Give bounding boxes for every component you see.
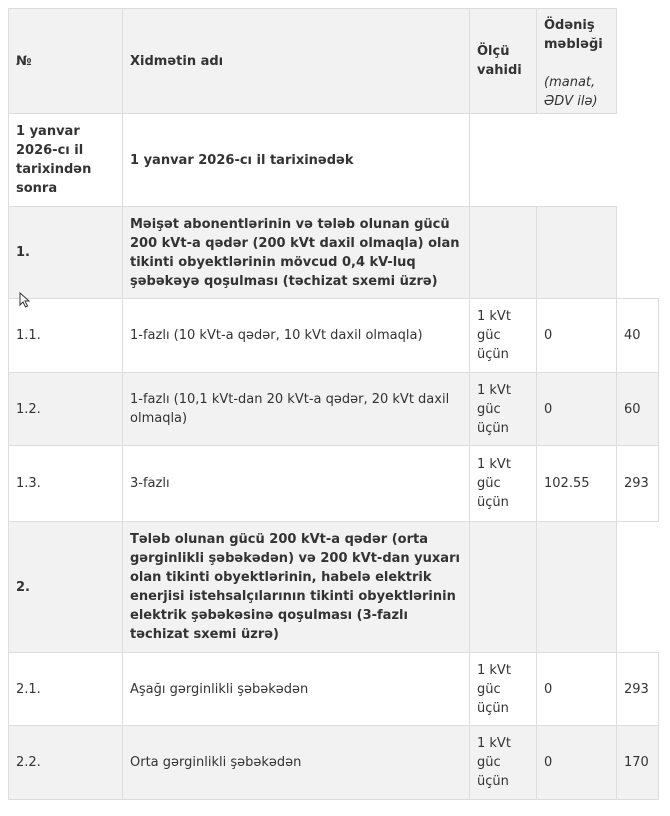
- header-number: №: [8, 8, 123, 114]
- header-service-name: Xidmətin adı: [122, 8, 470, 114]
- row-name: Orta gərginlikli şəbəkədən: [122, 725, 470, 800]
- row-name: Aşağı gərginlikli şəbəkədən: [122, 652, 470, 726]
- row-value-before: 0: [536, 725, 617, 800]
- header-payment: Ödəniş məbləği (manat, ƏDV ilə): [536, 8, 617, 114]
- row-value-before: 0: [536, 372, 617, 446]
- row-unit: 1 kVt güc üçün: [469, 652, 537, 726]
- row-value-before: 0: [536, 652, 617, 726]
- row-value-after: 170: [616, 725, 659, 800]
- header-unit: Ölçü vahidi: [469, 8, 537, 114]
- row-unit: 1 kVt güc üçün: [469, 372, 537, 446]
- section-title: Məişət abonentlərinin və tələb olunan gücü 200 kVt-a qədər (200 kVt daxil olmaqla) olan tikinti obyektlərinin mövcud 0,4 kV-luq şəbəkəyə qoşulması (təchizat sxemi üzrə): [122, 206, 470, 299]
- row-value-before: 0: [536, 298, 617, 373]
- row-number: 1.2.: [8, 372, 123, 446]
- row-unit: 1 kVt güc üçün: [469, 298, 537, 373]
- row-value-after: 293: [616, 652, 659, 726]
- row-value-after: 60: [616, 372, 659, 446]
- section-number: 1.: [8, 206, 123, 299]
- period-after-cell: 1 yanvar 2026-cı il tarixindən sonra: [8, 113, 123, 207]
- row-unit: 1 kVt güc üçün: [469, 725, 537, 800]
- section-empty-payment: [536, 206, 617, 299]
- row-unit: 1 kVt güc üçün: [469, 445, 537, 522]
- mouse-pointer-icon: [19, 292, 31, 308]
- row-number: 1.1.: [8, 298, 123, 373]
- section-empty-unit: [469, 206, 537, 299]
- section-number: 2.: [8, 521, 123, 653]
- row-number: 2.2.: [8, 725, 123, 800]
- section-empty-payment: [536, 521, 617, 653]
- section-title: Tələb olunan gücü 200 kVt-a qədər (orta gərginlikli şəbəkədən) və 200 kVt-dan yuxarı olan tikinti obyektlərinin, habelə elektrik enerjisi istehsalçılarının tikinti obyektlərinin elektrik şəbəkəsinə qoşulması (3-fazlı təchizat sxemi üzrə): [122, 521, 470, 653]
- row-value-after: 293: [616, 445, 659, 522]
- section-empty-unit: [469, 521, 537, 653]
- row-number: 2.1.: [8, 652, 123, 726]
- row-value-after: 40: [616, 298, 659, 373]
- row-value-before: 102.55: [536, 445, 617, 522]
- row-number: 1.3.: [8, 445, 123, 522]
- row-name: 3-fazlı: [122, 445, 470, 522]
- row-name: 1-fazlı (10,1 kVt-dan 20 kVt-a qədər, 20 kVt daxil olmaqla): [122, 372, 470, 446]
- period-before-cell: 1 yanvar 2026-cı il tarixinədək: [122, 113, 470, 207]
- row-name: 1-fazlı (10 kVt-a qədər, 10 kVt daxil olmaqla): [122, 298, 470, 373]
